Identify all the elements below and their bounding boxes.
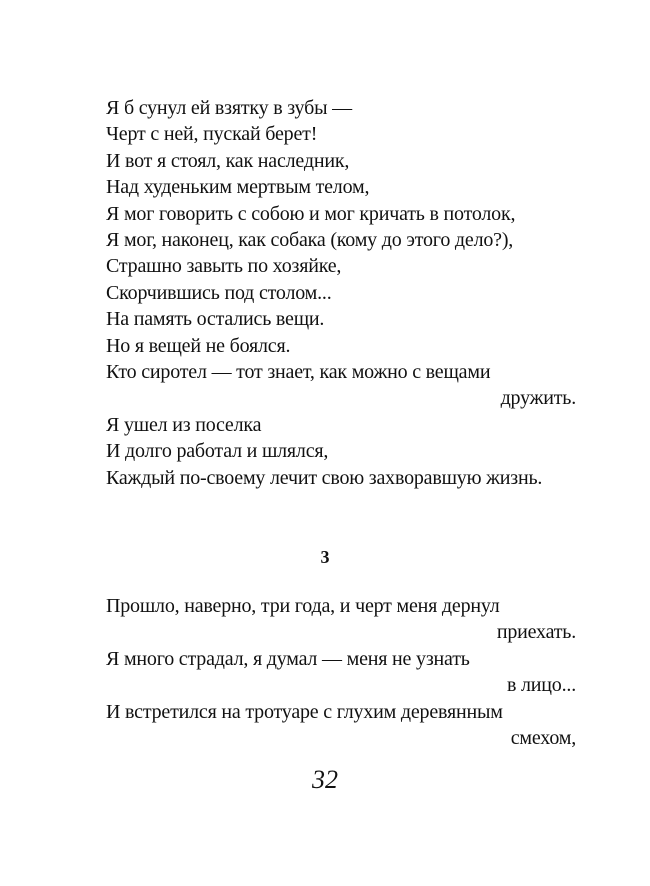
poem-line: Скорчившись под столом... bbox=[106, 281, 332, 304]
poem-line: Я много страдал, я думал — меня не узнать bbox=[106, 647, 470, 670]
poem-line: Кто сиротел — тот знает, как можно с вещами bbox=[106, 361, 491, 384]
poem-line: Я ушел из поселка bbox=[106, 413, 262, 436]
poem-line: Страшно завыть по хозяйке, bbox=[106, 255, 342, 278]
poem-line: Я б сунул ей взятку в зубы — bbox=[106, 97, 352, 119]
poem-stanza-1 bbox=[106, 95, 576, 491]
poem-line: Прошло, наверно, три года, и черт меня дернул bbox=[106, 595, 500, 617]
poem-line: И долго работал и шлялся, bbox=[106, 440, 329, 463]
poem-line-continuation: в лицо... bbox=[506, 674, 576, 697]
section-number: 3 bbox=[320, 547, 330, 567]
page-number: 32 bbox=[312, 765, 338, 794]
poem-stanza-2 bbox=[106, 593, 576, 751]
poem-line: Черт с ней, пускай берет! bbox=[106, 123, 318, 146]
poem-line: Я мог, наконец, как собака (кому до этого дело?), bbox=[106, 229, 514, 252]
poem-line-continuation: приехать. bbox=[496, 621, 576, 644]
poem-line: Над худеньким мертвым телом, bbox=[106, 176, 370, 199]
poem-line: На память остались вещи. bbox=[106, 308, 325, 331]
poem-line: И вот я стоял, как наследник, bbox=[106, 149, 350, 172]
poem-line: Но я вещей не боялся. bbox=[106, 334, 291, 357]
poem-line: И встретился на тротуаре с глухим деревянным bbox=[106, 700, 503, 723]
poem-line: Каждый по-своему лечит свою захворавшую жизнь. bbox=[106, 466, 543, 489]
poem-line: Я мог говорить с собою и мог кричать в потолок, bbox=[106, 202, 516, 225]
poem-line-continuation: смехом, bbox=[510, 727, 576, 750]
poem-line-continuation: дружить. bbox=[500, 387, 576, 410]
